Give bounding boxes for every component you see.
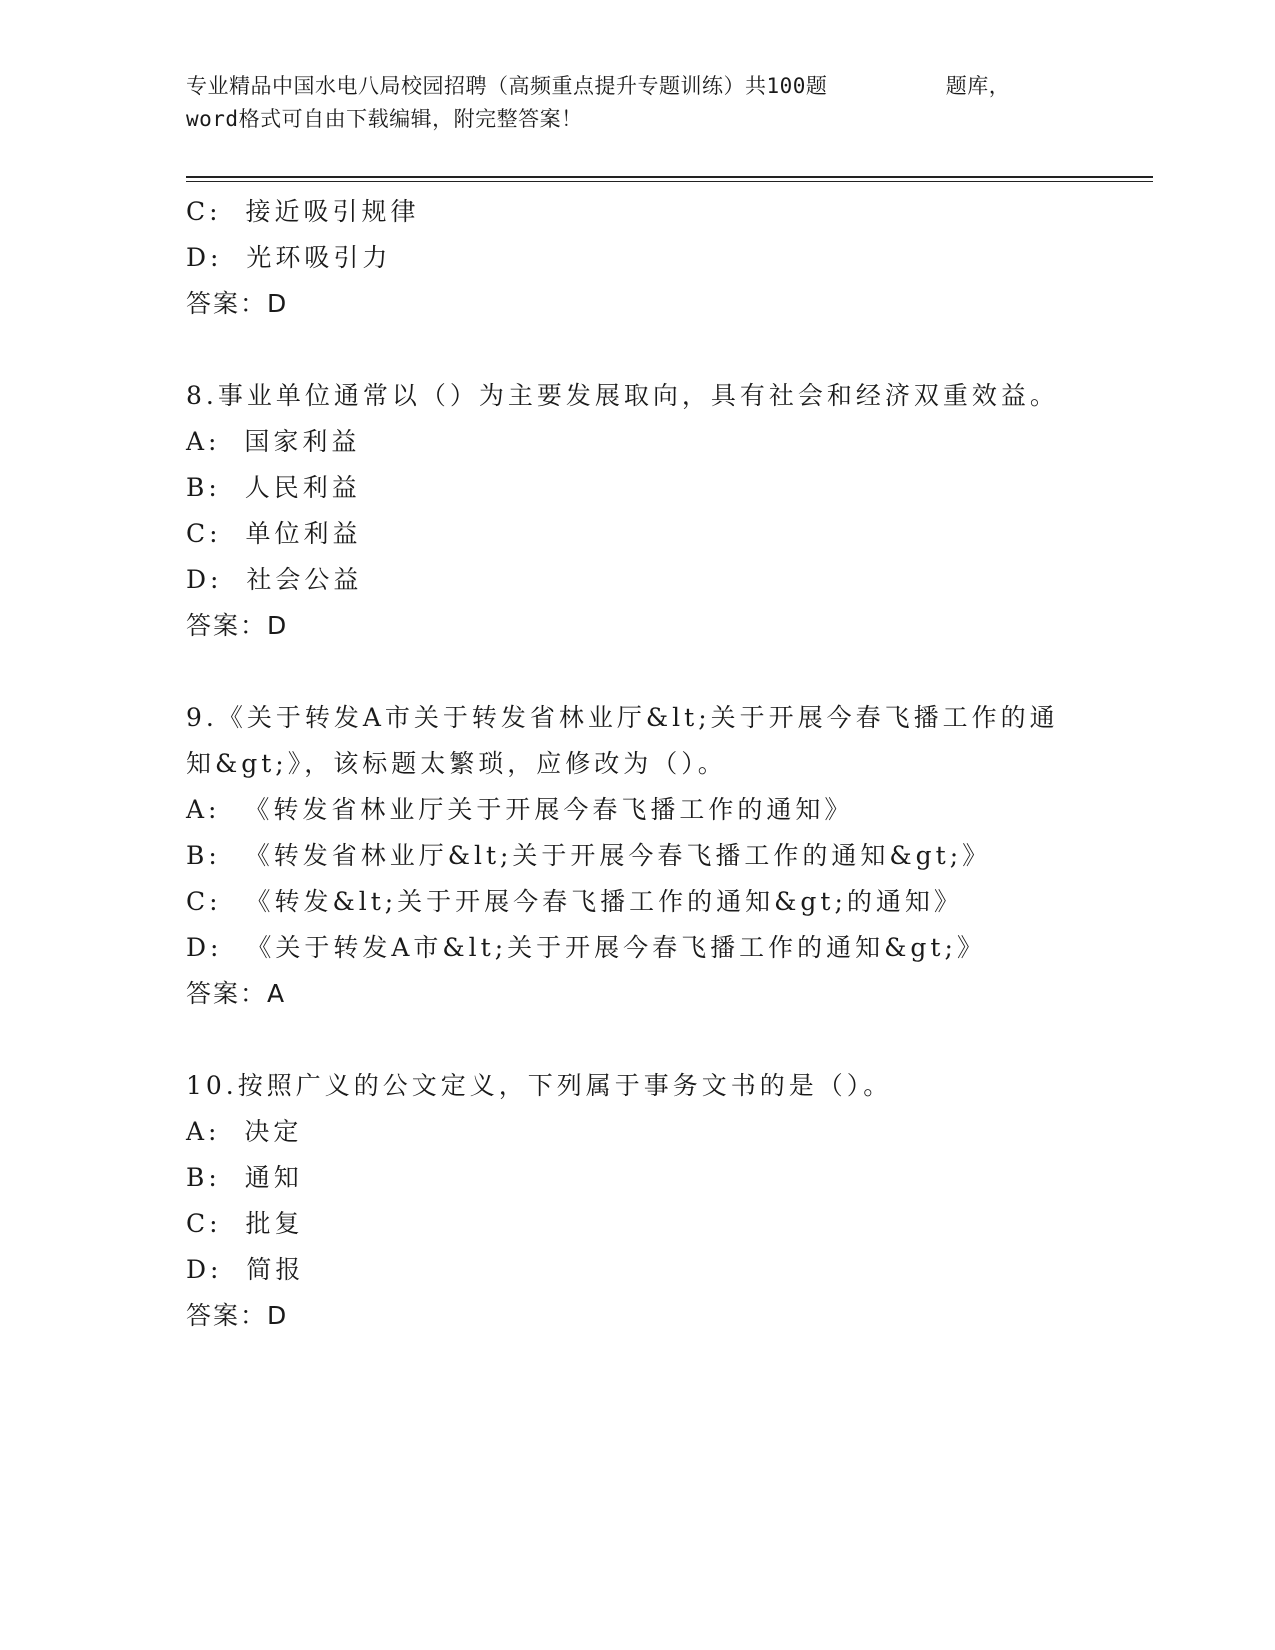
option-b: B: 《转发省林业厅&lt;关于开展今春飞播工作的通知&gt;》 (186, 841, 992, 870)
question-text: 10.按照广义的公文定义，下列属于事务文书的是（）。 (186, 1071, 893, 1100)
option-d: D: 简报 (186, 1255, 305, 1284)
answer-line: 答案：D (186, 289, 289, 318)
option-d: D: 社会公益 (186, 565, 363, 594)
spacer (186, 327, 1086, 373)
question-text: 8.事业单位通常以（）为主要发展取向，具有社会和经济双重效益。 (186, 381, 1059, 410)
document-header (186, 70, 1086, 136)
option-d: D: 《关于转发A市&lt;关于开展今春飞播工作的通知&gt;》 (186, 933, 986, 962)
question-8 (186, 373, 1086, 649)
question-list (186, 189, 1086, 1339)
option-b: B: 人民利益 (186, 473, 361, 502)
option-c: C: 批复 (186, 1209, 304, 1238)
option-a: A: 《转发省林业厅关于开展今春飞播工作的通知》 (186, 795, 854, 824)
header-divider-thick (186, 176, 1153, 178)
question-9 (186, 695, 1086, 1017)
question-text-line-2: 知&gt;》，该标题太繁琐，应修改为（）。 (186, 749, 727, 778)
option-a: A: 决定 (186, 1117, 303, 1146)
spacer (186, 649, 1086, 695)
option-c: C: 接近吸引规律 (186, 197, 420, 226)
question-text-line-1: 9.《关于转发A市关于转发省林业厅&lt;关于开展今春飞播工作的通 (186, 703, 1059, 732)
header-divider-thin (186, 181, 1153, 182)
answer-line: 答案：D (186, 1301, 289, 1330)
header-title-line: 专业精品中国水电八局校园招聘（高频重点提升专题训练）共100题 题库， (186, 74, 1011, 98)
answer-line: 答案：D (186, 611, 289, 640)
option-c: C: 《转发&lt;关于开展今春飞播工作的通知&gt;的通知》 (186, 887, 963, 916)
header-subtitle-line: word格式可自由下载编辑，附完整答案！ (186, 107, 583, 131)
spacer (186, 1017, 1086, 1063)
option-c: C: 单位利益 (186, 519, 362, 548)
option-a: A: 国家利益 (186, 427, 361, 456)
answer-line: 答案：A (186, 979, 287, 1008)
question-7-tail (186, 189, 1086, 327)
option-d: D: 光环吸引力 (186, 243, 392, 272)
option-b: B: 通知 (186, 1163, 303, 1192)
question-10 (186, 1063, 1086, 1339)
